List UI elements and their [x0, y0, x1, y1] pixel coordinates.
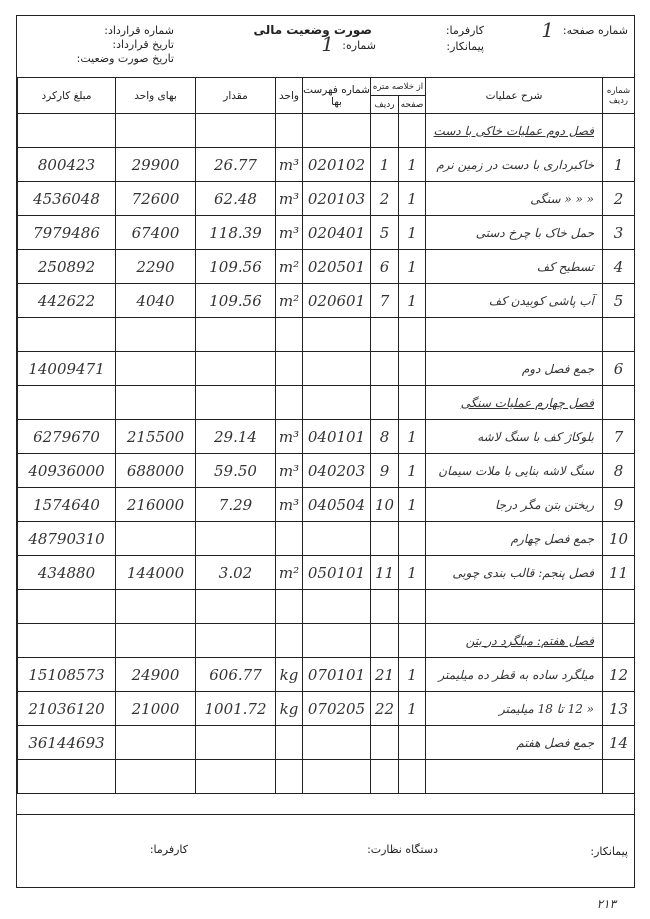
unit-price-cell: [116, 386, 196, 420]
unit-cell: m³: [276, 454, 303, 488]
col-page: صفحه: [399, 96, 426, 114]
quantity-cell: [196, 726, 276, 760]
description-cell: فصل هفتم: میلگرد در بتن: [426, 624, 603, 658]
col-summary: از خلاصه متره: [371, 78, 426, 96]
summary-row-ref-cell: [371, 590, 399, 624]
description-cell: فصل دوم عملیات خاکی با دست: [426, 114, 603, 148]
price-list-code-cell: 070205: [303, 692, 371, 726]
row-number-cell: 7: [603, 420, 635, 454]
table-row: [18, 318, 635, 352]
summary-row-ref-cell: 1: [371, 148, 399, 182]
unit-cell: m³: [276, 488, 303, 522]
table-row: [18, 556, 635, 590]
summary-page-cell: [399, 760, 426, 794]
unit-cell: m²: [276, 556, 303, 590]
amount-cell: 15108573: [18, 658, 116, 692]
row-number-cell: 13: [603, 692, 635, 726]
summary-page-cell: 1: [399, 250, 426, 284]
description-cell: بلوکاژ کف با سنگ لاشه: [426, 420, 603, 454]
unit-price-cell: [116, 318, 196, 352]
summary-page-cell: 1: [399, 284, 426, 318]
table-row: [18, 590, 635, 624]
summary-row-ref-cell: 5: [371, 216, 399, 250]
description-cell: حمل خاک با چرخ دستی: [426, 216, 603, 250]
price-list-code-cell: 020102: [303, 148, 371, 182]
table-row: [18, 386, 635, 420]
employer-label: کارفرما:: [445, 24, 484, 37]
summary-page-cell: [399, 624, 426, 658]
price-list-code-cell: 040203: [303, 454, 371, 488]
row-number-cell: 6: [603, 352, 635, 386]
col-row-ref: ردیف: [371, 96, 399, 114]
table-row: [18, 148, 635, 182]
amount-cell: [18, 318, 116, 352]
unit-price-cell: 688000: [116, 454, 196, 488]
amount-cell: 250892: [18, 250, 116, 284]
page-mark: ۲۱۳: [596, 897, 616, 911]
quantity-cell: 606.77: [196, 658, 276, 692]
quantity-cell: 29.14: [196, 420, 276, 454]
unit-price-cell: 29900: [116, 148, 196, 182]
col-unit: واحد: [276, 78, 303, 114]
table-row: [18, 216, 635, 250]
amount-cell: 14009471: [18, 352, 116, 386]
statement-sheet: [16, 15, 635, 888]
summary-row-ref-cell: 21: [371, 658, 399, 692]
table-row: [18, 488, 635, 522]
quantity-cell: 118.39: [196, 216, 276, 250]
unit-cell: [276, 522, 303, 556]
price-list-code-cell: 020501: [303, 250, 371, 284]
amount-cell: 7979486: [18, 216, 116, 250]
unit-price-cell: [116, 624, 196, 658]
price-list-code-cell: [303, 624, 371, 658]
amount-cell: [18, 114, 116, 148]
page-no-value: 1: [541, 18, 554, 42]
amount-cell: 36144693: [18, 726, 116, 760]
row-number-cell: [603, 386, 635, 420]
unit-price-cell: 24900: [116, 658, 196, 692]
unit-cell: [276, 318, 303, 352]
quantity-cell: [196, 386, 276, 420]
description-cell: جمع فصل هفتم: [426, 726, 603, 760]
description-cell: ریختن بتن مگر درجا: [426, 488, 603, 522]
quantity-cell: [196, 624, 276, 658]
description-cell: آب پاشی کوبیدن کف: [426, 284, 603, 318]
amount-cell: [18, 590, 116, 624]
description-cell: « 12 تا 18 میلیمتر: [426, 692, 603, 726]
row-number-cell: 10: [603, 522, 635, 556]
quantity-cell: [196, 114, 276, 148]
unit-price-cell: [116, 590, 196, 624]
price-list-code-cell: [303, 318, 371, 352]
unit-cell: [276, 114, 303, 148]
unit-cell: [276, 760, 303, 794]
amount-cell: 40936000: [18, 454, 116, 488]
unit-price-cell: [116, 726, 196, 760]
unit-cell: [276, 726, 303, 760]
works-table-body: [18, 114, 635, 794]
table-row: [18, 726, 635, 760]
unit-cell: m²: [276, 284, 303, 318]
summary-page-cell: [399, 590, 426, 624]
col-quantity: مقدار: [196, 78, 276, 114]
unit-price-cell: 4040: [116, 284, 196, 318]
row-number-cell: 1: [603, 148, 635, 182]
unit-price-cell: 21000: [116, 692, 196, 726]
summary-row-ref-cell: 6: [371, 250, 399, 284]
summary-page-cell: [399, 114, 426, 148]
col-unit-price: بهای واحد: [116, 78, 196, 114]
summary-row-ref-cell: 2: [371, 182, 399, 216]
quantity-cell: [196, 352, 276, 386]
unit-cell: m³: [276, 148, 303, 182]
page-no-label: شماره صفحه:: [562, 24, 628, 37]
summary-page-cell: [399, 386, 426, 420]
summary-page-cell: 1: [399, 488, 426, 522]
price-list-code-cell: 040101: [303, 420, 371, 454]
statement-date-label: تاریخ صورت وضعیت:: [76, 52, 174, 65]
table-row: [18, 284, 635, 318]
quantity-cell: 26.77: [196, 148, 276, 182]
summary-row-ref-cell: 22: [371, 692, 399, 726]
description-cell: « « « سنگی: [426, 182, 603, 216]
footer-contractor-label: پیمانکار:: [590, 845, 628, 858]
works-table: [17, 77, 635, 794]
summary-row-ref-cell: 9: [371, 454, 399, 488]
description-cell: فصل پنجم: قالب بندی چوبی: [426, 556, 603, 590]
row-number-cell: [603, 114, 635, 148]
summary-page-cell: 1: [399, 658, 426, 692]
amount-cell: 442622: [18, 284, 116, 318]
summary-row-ref-cell: 11: [371, 556, 399, 590]
row-number-cell: 2: [603, 182, 635, 216]
amount-cell: 48790310: [18, 522, 116, 556]
quantity-cell: 3.02: [196, 556, 276, 590]
price-list-code-cell: 020401: [303, 216, 371, 250]
table-row: [18, 624, 635, 658]
summary-page-cell: 1: [399, 420, 426, 454]
unit-price-cell: [116, 522, 196, 556]
quantity-cell: 109.56: [196, 284, 276, 318]
unit-cell: m³: [276, 182, 303, 216]
description-cell: [426, 760, 603, 794]
description-cell: جمع فصل دوم: [426, 352, 603, 386]
unit-cell: kg: [276, 692, 303, 726]
amount-cell: 6279670: [18, 420, 116, 454]
table-row: [18, 352, 635, 386]
col-price-list: شماره فهرست بها: [303, 78, 371, 114]
table-row: [18, 522, 635, 556]
description-cell: خاکبرداری با دست در زمین نرم: [426, 148, 603, 182]
unit-cell: m³: [276, 216, 303, 250]
amount-cell: 800423: [18, 148, 116, 182]
price-list-code-cell: [303, 590, 371, 624]
signature-footer: [17, 814, 634, 887]
form-title: صورت وضعیت مالی: [253, 23, 372, 37]
row-number-cell: 8: [603, 454, 635, 488]
number-value: 1: [321, 32, 334, 56]
table-row: [18, 692, 635, 726]
description-cell: [426, 590, 603, 624]
footer-supervisor-label: دستگاه نظارت:: [367, 843, 438, 856]
summary-page-cell: 1: [399, 556, 426, 590]
unit-price-cell: 67400: [116, 216, 196, 250]
summary-row-ref-cell: [371, 114, 399, 148]
description-cell: سنگ لاشه بنایی با ملات سیمان: [426, 454, 603, 488]
col-description: شرح عملیات: [426, 78, 603, 114]
table-row: [18, 658, 635, 692]
row-number-cell: 4: [603, 250, 635, 284]
contract-date-label: تاریخ قرارداد:: [112, 38, 174, 51]
summary-page-cell: [399, 318, 426, 352]
unit-cell: [276, 590, 303, 624]
price-list-code-cell: [303, 386, 371, 420]
description-cell: جمع فصل چهارم: [426, 522, 603, 556]
price-list-code-cell: [303, 760, 371, 794]
quantity-cell: [196, 760, 276, 794]
quantity-cell: [196, 522, 276, 556]
unit-price-cell: 2290: [116, 250, 196, 284]
unit-cell: m³: [276, 420, 303, 454]
row-number-cell: 9: [603, 488, 635, 522]
amount-cell: 1574640: [18, 488, 116, 522]
col-amount: مبلغ کارکرد: [18, 78, 116, 114]
quantity-cell: 7.29: [196, 488, 276, 522]
row-number-cell: [603, 318, 635, 352]
amount-cell: [18, 760, 116, 794]
row-number-cell: 11: [603, 556, 635, 590]
unit-price-cell: 215500: [116, 420, 196, 454]
row-number-cell: 12: [603, 658, 635, 692]
col-row-no: شماره ردیف: [603, 78, 635, 114]
price-list-code-cell: [303, 522, 371, 556]
unit-price-cell: 216000: [116, 488, 196, 522]
row-number-cell: [603, 590, 635, 624]
summary-row-ref-cell: [371, 352, 399, 386]
summary-row-ref-cell: [371, 726, 399, 760]
summary-row-ref-cell: [371, 522, 399, 556]
row-number-cell: [603, 624, 635, 658]
summary-row-ref-cell: 7: [371, 284, 399, 318]
price-list-code-cell: [303, 726, 371, 760]
quantity-cell: 62.48: [196, 182, 276, 216]
summary-row-ref-cell: 8: [371, 420, 399, 454]
price-list-code-cell: 040504: [303, 488, 371, 522]
table-row: [18, 182, 635, 216]
contract-no-label: شماره قرارداد:: [104, 24, 174, 37]
amount-cell: 4536048: [18, 182, 116, 216]
amount-cell: [18, 624, 116, 658]
form-header: [17, 16, 634, 78]
unit-cell: [276, 624, 303, 658]
contractor-label: پیمانکار:: [446, 40, 484, 53]
unit-price-cell: [116, 760, 196, 794]
footer-employer-label: کارفرما:: [149, 843, 188, 856]
amount-cell: 434880: [18, 556, 116, 590]
quantity-cell: 1001.72: [196, 692, 276, 726]
price-list-code-cell: 050101: [303, 556, 371, 590]
description-cell: [426, 318, 603, 352]
row-number-cell: 3: [603, 216, 635, 250]
description-cell: فصل چهارم عملیات سنگی: [426, 386, 603, 420]
description-cell: تسطیح کف: [426, 250, 603, 284]
summary-row-ref-cell: [371, 624, 399, 658]
summary-row-ref-cell: 10: [371, 488, 399, 522]
summary-page-cell: [399, 352, 426, 386]
unit-price-cell: [116, 114, 196, 148]
unit-price-cell: [116, 352, 196, 386]
quantity-cell: 59.50: [196, 454, 276, 488]
quantity-cell: [196, 590, 276, 624]
summary-page-cell: 1: [399, 454, 426, 488]
price-list-code-cell: [303, 352, 371, 386]
summary-row-ref-cell: [371, 760, 399, 794]
unit-cell: kg: [276, 658, 303, 692]
summary-page-cell: [399, 522, 426, 556]
table-row: [18, 760, 635, 794]
table-row: [18, 454, 635, 488]
summary-row-ref-cell: [371, 318, 399, 352]
summary-page-cell: 1: [399, 692, 426, 726]
price-list-code-cell: 070101: [303, 658, 371, 692]
summary-page-cell: 1: [399, 148, 426, 182]
unit-cell: [276, 352, 303, 386]
unit-price-cell: 72600: [116, 182, 196, 216]
summary-page-cell: [399, 726, 426, 760]
row-number-cell: 14: [603, 726, 635, 760]
number-label: شماره:: [342, 39, 376, 52]
summary-page-cell: 1: [399, 182, 426, 216]
row-number-cell: [603, 760, 635, 794]
unit-cell: m²: [276, 250, 303, 284]
price-list-code-cell: [303, 114, 371, 148]
amount-cell: [18, 386, 116, 420]
description-cell: میلگرد ساده به قطر ده میلیمتر: [426, 658, 603, 692]
quantity-cell: 109.56: [196, 250, 276, 284]
unit-cell: [276, 386, 303, 420]
row-number-cell: 5: [603, 284, 635, 318]
summary-row-ref-cell: [371, 386, 399, 420]
quantity-cell: [196, 318, 276, 352]
table-row: [18, 250, 635, 284]
price-list-code-cell: 020103: [303, 182, 371, 216]
unit-price-cell: 144000: [116, 556, 196, 590]
table-row: [18, 420, 635, 454]
price-list-code-cell: 020601: [303, 284, 371, 318]
summary-page-cell: 1: [399, 216, 426, 250]
table-row: [18, 114, 635, 148]
amount-cell: 21036120: [18, 692, 116, 726]
